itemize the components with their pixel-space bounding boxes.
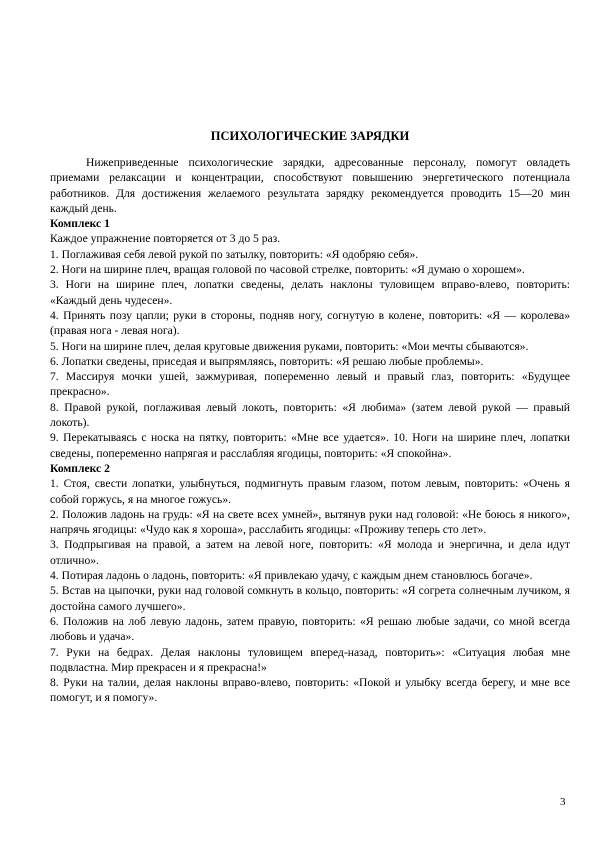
intro-paragraph: Нижеприведенные психологические зарядки, адресованные персоналу, помогут овладеть приемами релаксации и концентрации, способствуют повышению энергетического потенциала работников. Для достижения желаемого результата зарядку рекомендуется проводить 15—20 мин каждый день.: [50, 156, 570, 215]
complex-1-item: 2. Ноги на ширине плеч, вращая головой по часовой стрелке, повторить: «Я думаю о хорошем».: [50, 263, 525, 277]
complex-1-item: 8. Правой рукой, поглаживая левый локоть, повторить: «Я любима» (затем левой рукой — правый локоть).: [50, 400, 570, 430]
complex-2-heading: Комплекс 2: [50, 461, 110, 475]
complex-1-item: 4. Принять позу цапли; руки в стороны, подняв ногу, согнутую в колене, повторить: «Я — королева» (правая нога - левая нога).: [50, 308, 570, 338]
complex-1-item: 7. Массируя мочки ушей, зажмуривая, попеременно левый и правый глаз, повторить: «Будущее прекрасно».: [50, 370, 570, 399]
complex-2-item: 3. Подпрыгивая на правой, а затем на левой ноге, повторить: «Я молода и энергична, и дела идут отлично».: [50, 538, 570, 567]
complex-2-item: 2. Положив ладонь на грудь: «Я на свете всех умней», вытянув руки над головой: «Не боюсь я никого», напрячь ягодицы: «Чудо как я хороша», расслабить ягодицы: «Проживу теперь сто лет».: [50, 507, 570, 537]
complex-1-heading: Комплекс 1: [50, 217, 110, 231]
complex-1-item: 5. Ноги на ширине плеч, делая круговые движения руками, повторить: «Мои мечты сбываются».: [50, 339, 529, 353]
complex-2-item: 8. Руки на талии, делая наклоны вправо-влево, повторить: «Покой и улыбку всегда берегу, и мне все помогут, и я помогу».: [50, 676, 570, 705]
complex-2-item: 1. Стоя, свести лопатки, улыбнуться, подмигнуть правым глазом, потом левым, повторить: «Очень я собой горжусь, я на многое гожусь».: [50, 477, 570, 506]
complex-1-item: 3. Ноги на ширине плеч, лопатки сведены, делать наклоны туловищем вправо-влево, повторить: «Каждый день чудесен».: [50, 278, 570, 307]
document-body: [50, 128, 570, 706]
complex-2-item: 7. Руки на бедрах. Делая наклоны туловищем вперед-назад, повторить»: «Ситуация любая мне подвластна. Мир прекрасен и я прекрасна!»: [50, 645, 570, 674]
complex-1-item: 6. Лопатки сведены, приседая и выпрямляясь, повторить: «Я решаю любые проблемы».: [50, 354, 484, 368]
complex-1-item: 1. Поглаживая себя левой рукой по затылку, повторить: «Я одобряю себя».: [50, 247, 419, 261]
complex-2-item: 4. Потирая ладонь о ладонь, повторить: «Я привлекаю удачу, с каждым днем становлюсь богаче».: [50, 569, 533, 583]
complex-1-item: 9. Перекатываясь с носка на пятку, повторить: «Мне все удается». 10. Ноги на ширине плеч, лопатки сведены, попеременно напрягая и расслабляя ягодицы, повторить: «Я спокойна».: [50, 431, 570, 460]
page-title: ПСИХОЛОГИЧЕСКИЕ ЗАРЯДКИ: [210, 129, 410, 143]
complex-2-item: 6. Положив на лоб левую ладонь, затем правую, повторить: «Я решаю любые задачи, со мной всегда любовь и удача».: [50, 614, 570, 644]
complex-1-note: Каждое упражнение повторяется от 3 до 5 раз.: [50, 232, 281, 246]
complex-2-item: 5. Встав на цыпочки, руки над головой сомкнуть в кольцо, повторить: «Я согрета солнечным лучиком, я достойна самого лучшего».: [50, 584, 570, 613]
page-number: 3: [560, 796, 566, 808]
